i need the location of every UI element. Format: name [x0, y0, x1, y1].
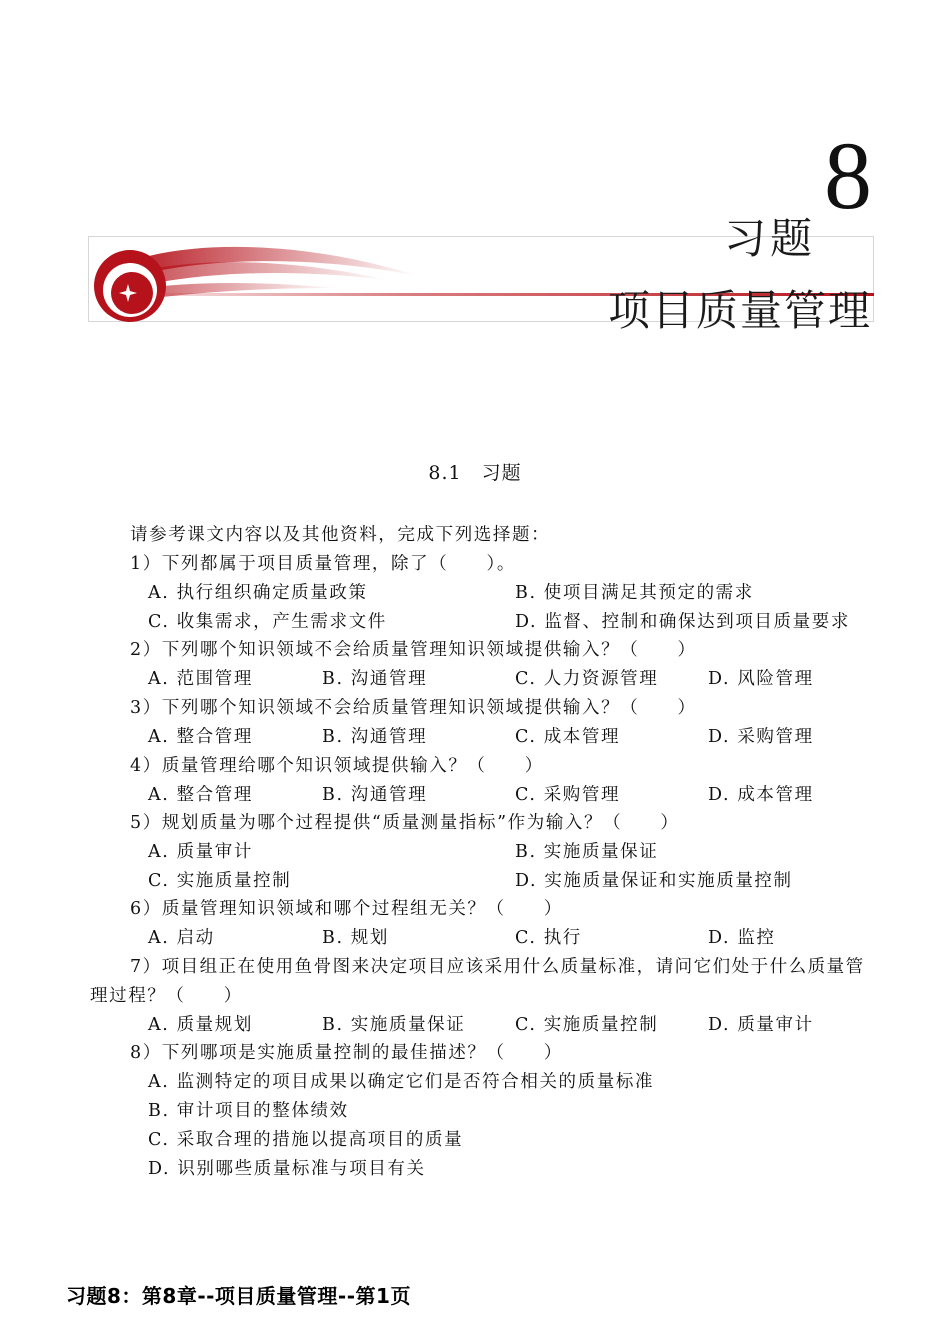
question-7-option-a: A. 质量规划 — [148, 1015, 253, 1035]
page-footer: 习题8：第8章--项目质量管理--第1页 — [66, 1284, 411, 1308]
question-2-option-b: B. 沟通管理 — [322, 669, 428, 689]
question-7-stem-line-2: 理过程？（ ） — [90, 986, 243, 1006]
question-5-option-b: B. 实施质量保证 — [515, 842, 659, 862]
question-2-option-a: A. 范围管理 — [148, 669, 253, 689]
question-6-option-a: A. 启动 — [148, 928, 215, 948]
question-4-option-c: C. 采购管理 — [515, 785, 621, 805]
question-2-option-c: C. 人力资源管理 — [515, 669, 659, 689]
question-4-option-a: A. 整合管理 — [148, 785, 253, 805]
question-8-option-b: B. 审计项目的整体绩效 — [148, 1101, 349, 1121]
question-6-option-c: C. 执行 — [515, 928, 582, 948]
question-1-option-a: A. 执行组织确定质量政策 — [148, 583, 368, 603]
question-2-stem: 2）下列哪个知识领域不会给质量管理知识领域提供输入？（ ） — [130, 640, 697, 660]
chapter-label: 习题 — [724, 214, 817, 263]
question-7-stem-line-1: 7）项目组正在使用鱼骨图来决定项目应该采用什么质量标准，请问它们处于什么质量管 — [130, 957, 865, 977]
question-3-option-c: C. 成本管理 — [515, 727, 621, 747]
question-5-option-c: C. 实施质量控制 — [148, 871, 292, 891]
intro-text: 请参考课文内容以及其他资料，完成下列选择题： — [130, 525, 551, 545]
question-8-option-a: A. 监测特定的项目成果以确定它们是否符合相关的质量标准 — [148, 1072, 655, 1092]
chapter-title: 项目质量管理 — [608, 286, 873, 335]
question-8-option-d: D. 识别哪些质量标准与项目有关 — [148, 1159, 426, 1179]
question-8-option-c: C. 采取合理的措施以提高项目的质量 — [148, 1130, 464, 1150]
question-6-option-b: B. 规划 — [322, 928, 389, 948]
question-3-option-b: B. 沟通管理 — [322, 727, 428, 747]
question-3-option-a: A. 整合管理 — [148, 727, 253, 747]
question-2-option-d: D. 风险管理 — [708, 669, 814, 689]
chapter-number: 8 — [824, 122, 872, 229]
question-7-option-b: B. 实施质量保证 — [322, 1015, 466, 1035]
question-1-option-b: B. 使项目满足其预定的需求 — [515, 583, 754, 603]
question-4-stem: 4）质量管理给哪个知识领域提供输入？（ ） — [130, 756, 544, 776]
question-1-option-d: D. 监督、控制和确保达到项目质量要求 — [515, 612, 850, 632]
section-heading: 8.1 习题 — [428, 462, 522, 484]
question-5-option-a: A. 质量审计 — [148, 842, 253, 862]
question-8-stem: 8）下列哪项是实施质量控制的最佳描述？（ ） — [130, 1043, 563, 1063]
question-3-option-d: D. 采购管理 — [708, 727, 814, 747]
question-7-option-c: C. 实施质量控制 — [515, 1015, 659, 1035]
question-4-option-b: B. 沟通管理 — [322, 785, 428, 805]
question-5-option-d: D. 实施质量保证和实施质量控制 — [515, 871, 793, 891]
question-6-option-d: D. 监控 — [708, 928, 776, 948]
question-6-stem: 6）质量管理知识领域和哪个过程组无关？（ ） — [130, 899, 563, 919]
question-7-option-d: D. 质量审计 — [708, 1015, 814, 1035]
question-3-stem: 3）下列哪个知识领域不会给质量管理知识领域提供输入？（ ） — [130, 698, 697, 718]
question-5-stem: 5）规划质量为哪个过程提供“质量测量指标”作为输入？（ ） — [130, 813, 680, 833]
question-1-option-c: C. 收集需求，产生需求文件 — [148, 612, 387, 632]
question-1-stem: 1）下列都属于项目质量管理，除了（ ）。 — [130, 554, 516, 574]
question-4-option-d: D. 成本管理 — [708, 785, 814, 805]
